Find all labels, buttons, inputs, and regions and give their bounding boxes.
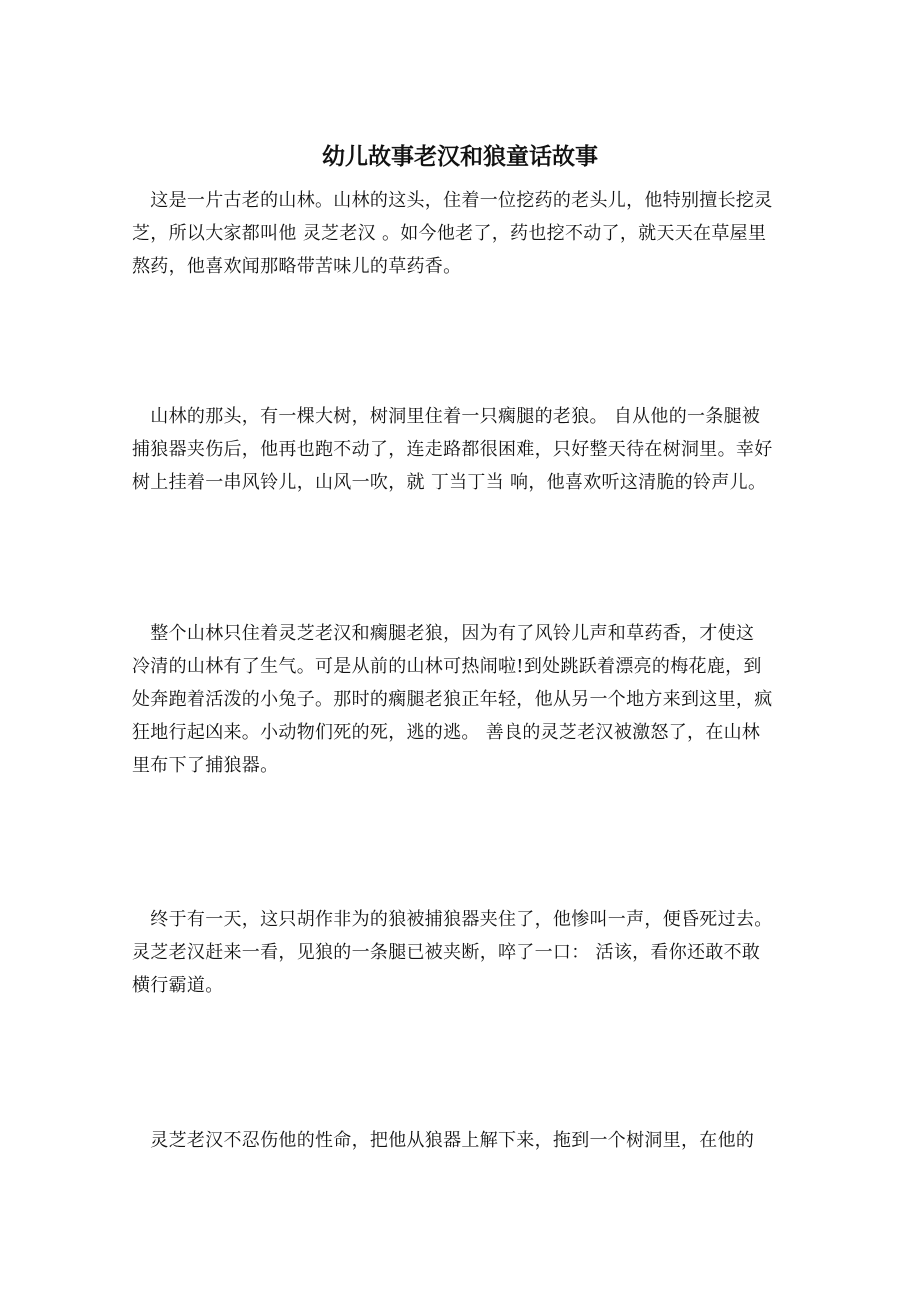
paragraph-line: 芝，所以大家都叫他 灵芝老汉 。如今他老了，药也挖不动了，就天天在草屋里 (132, 223, 767, 244)
paragraph-line: 横行霸道。 (132, 975, 224, 996)
paragraph-line: 终于有一天，这只胡作非为的狼被捕狼器夹住了，他惨叫一声，便昏死过去。 (132, 909, 773, 930)
paragraph-line: 冷清的山林有了生气。可是从前的山林可热闹啦!到处跳跃着漂亮的梅花鹿，到 (132, 656, 762, 677)
paragraph-line: 捕狼器夹伤后，他再也跑不动了，连走路都很困难，只好整天待在树洞里。幸好 (132, 439, 773, 460)
paragraph-line: 里布下了捕狼器。 (132, 755, 279, 776)
paragraph-line: 这是一片古老的山林。山林的这头，住着一位挖药的老头儿，他特别擅长挖灵 (132, 190, 773, 211)
paragraph-5 (132, 1124, 792, 1157)
paragraph-line: 整个山林只住着灵芝老汉和瘸腿老狼，因为有了风铃儿声和草药香，才使这 (132, 623, 755, 644)
paragraph-line: 处奔跑着活泼的小兔子。那时的瘸腿老狼正年轻，他从另一个地方来到这里，疯 (132, 689, 773, 710)
paragraph-line: 狂地行起凶来。小动物们死的死，逃的逃。 善良的灵芝老汉被激怒了，在山林 (132, 722, 761, 743)
paragraph-2 (132, 400, 792, 499)
paragraph-line: 灵芝老汉不忍伤他的性命，把他从狼器上解下来，拖到一个树洞里，在他的 (132, 1130, 755, 1151)
paragraph-line: 熬药，他喜欢闻那略带苦味儿的草药香。 (132, 256, 462, 277)
paragraph-line: 树上挂着一串风铃儿，山风一吹，就 丁当丁当 响，他喜欢听这清脆的铃声儿。 (132, 472, 767, 493)
paragraph-3 (132, 617, 792, 782)
paragraph-4 (132, 903, 792, 1002)
paragraph-line: 山林的那头，有一棵大树，树洞里住着一只瘸腿的老狼。 自从他的一条腿被 (132, 406, 761, 427)
paragraph-line: 灵芝老汉赶来一看，见狼的一条腿已被夹断，啐了一口： 活该，看你还敢不敢 (132, 942, 761, 963)
paragraph-1 (132, 184, 792, 283)
document-title: 幼儿故事老汉和狼童话故事 (322, 143, 598, 170)
